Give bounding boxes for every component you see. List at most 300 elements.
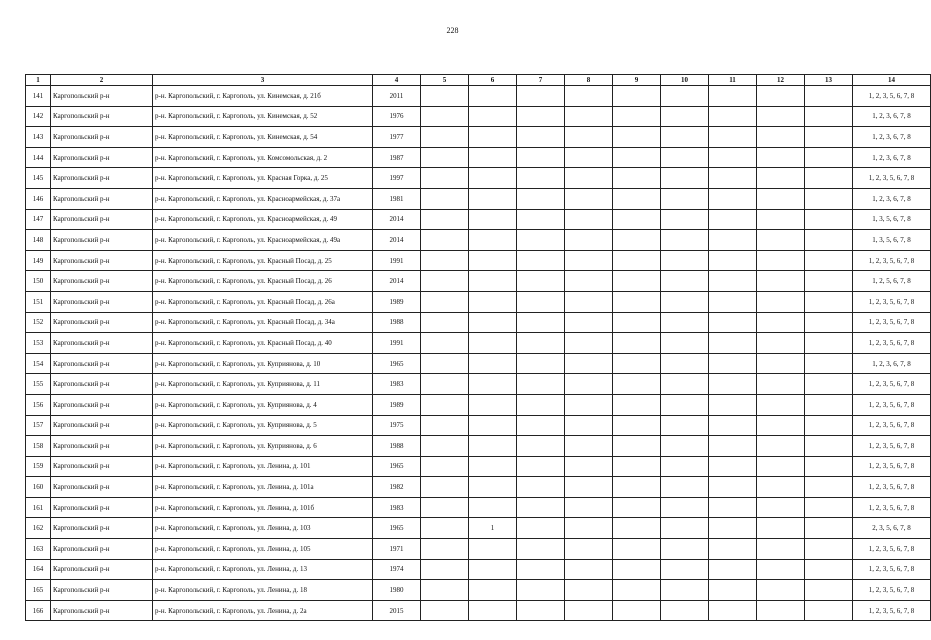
empty-cell <box>805 559 853 580</box>
year-cell: 2014 <box>373 271 421 292</box>
empty-cell <box>757 436 805 457</box>
empty-cell <box>757 580 805 601</box>
row-number-cell: 148 <box>26 230 51 251</box>
empty-cell <box>613 312 661 333</box>
empty-cell <box>613 518 661 539</box>
empty-cell <box>757 188 805 209</box>
empty-cell <box>661 477 709 498</box>
year-cell: 1982 <box>373 477 421 498</box>
empty-cell <box>421 188 469 209</box>
col6-cell <box>469 86 517 107</box>
year-cell: 1989 <box>373 291 421 312</box>
address-cell: р-н. Каргопольский, г. Каргополь, ул. Куприянова, д. 5 <box>153 415 373 436</box>
district-cell: Каргопольский р-н <box>51 559 153 580</box>
empty-cell <box>613 436 661 457</box>
district-cell: Каргопольский р-н <box>51 188 153 209</box>
empty-cell <box>661 518 709 539</box>
empty-cell <box>517 497 565 518</box>
district-cell: Каргопольский р-н <box>51 333 153 354</box>
year-cell: 1971 <box>373 539 421 560</box>
district-cell: Каргопольский р-н <box>51 374 153 395</box>
year-cell: 1988 <box>373 312 421 333</box>
table-row <box>26 147 931 168</box>
empty-cell <box>805 415 853 436</box>
empty-cell <box>709 456 757 477</box>
empty-cell <box>757 394 805 415</box>
codes-cell: 1, 2, 3, 5, 6, 7, 8 <box>853 580 931 601</box>
col6-cell <box>469 312 517 333</box>
year-cell: 1981 <box>373 188 421 209</box>
empty-cell <box>565 374 613 395</box>
district-cell: Каргопольский р-н <box>51 209 153 230</box>
address-cell: р-н. Каргопольский, г. Каргополь, ул. Красный Посад, д. 26 <box>153 271 373 292</box>
year-cell: 1976 <box>373 106 421 127</box>
empty-cell <box>805 518 853 539</box>
empty-cell <box>805 580 853 601</box>
address-cell: р-н. Каргопольский, г. Каргополь, ул. Красноармейская, д. 49а <box>153 230 373 251</box>
empty-cell <box>757 127 805 148</box>
address-cell: р-н. Каргопольский, г. Каргополь, ул. Куприянова, д. 10 <box>153 353 373 374</box>
empty-cell <box>565 291 613 312</box>
table-row <box>26 127 931 148</box>
table-row <box>26 291 931 312</box>
table-row <box>26 250 931 271</box>
address-cell: р-н. Каргопольский, г. Каргополь, ул. Красный Посад, д. 40 <box>153 333 373 354</box>
empty-cell <box>517 230 565 251</box>
address-cell: р-н. Каргопольский, г. Каргополь, ул. Красный Посад, д. 25 <box>153 250 373 271</box>
empty-cell <box>517 374 565 395</box>
page-number: 228 <box>446 26 459 35</box>
row-number-cell: 146 <box>26 188 51 209</box>
empty-cell <box>565 518 613 539</box>
empty-cell <box>421 394 469 415</box>
col6-cell <box>469 374 517 395</box>
district-cell: Каргопольский р-н <box>51 518 153 539</box>
empty-cell <box>805 168 853 189</box>
empty-cell <box>565 271 613 292</box>
empty-cell <box>661 374 709 395</box>
empty-cell <box>709 127 757 148</box>
year-cell: 1989 <box>373 394 421 415</box>
empty-cell <box>757 456 805 477</box>
codes-cell: 1, 2, 3, 5, 6, 7, 8 <box>853 539 931 560</box>
address-cell: р-н. Каргопольский, г. Каргополь, ул. Ленина, д. 101 <box>153 456 373 477</box>
empty-cell <box>613 539 661 560</box>
empty-cell <box>421 436 469 457</box>
address-cell: р-н. Каргопольский, г. Каргополь, ул. Кинемская, д. 52 <box>153 106 373 127</box>
empty-cell <box>421 600 469 621</box>
district-cell: Каргопольский р-н <box>51 250 153 271</box>
table-row <box>26 539 931 560</box>
empty-cell <box>805 127 853 148</box>
empty-cell <box>421 539 469 560</box>
address-cell: р-н. Каргопольский, г. Каргополь, ул. Красный Посад, д. 34а <box>153 312 373 333</box>
empty-cell <box>517 539 565 560</box>
row-number-cell: 157 <box>26 415 51 436</box>
empty-cell <box>421 127 469 148</box>
codes-cell: 1, 2, 3, 5, 6, 7, 8 <box>853 477 931 498</box>
empty-cell <box>661 312 709 333</box>
empty-cell <box>805 353 853 374</box>
address-cell: р-н. Каргопольский, г. Каргополь, ул. Ленина, д. 13 <box>153 559 373 580</box>
empty-cell <box>805 106 853 127</box>
table-row <box>26 106 931 127</box>
empty-cell <box>757 333 805 354</box>
empty-cell <box>565 230 613 251</box>
col6-cell <box>469 580 517 601</box>
empty-cell <box>517 188 565 209</box>
empty-cell <box>517 127 565 148</box>
empty-cell <box>709 312 757 333</box>
empty-cell <box>661 580 709 601</box>
codes-cell: 1, 2, 3, 5, 6, 7, 8 <box>853 291 931 312</box>
row-number-cell: 144 <box>26 147 51 168</box>
year-cell: 1965 <box>373 353 421 374</box>
empty-cell <box>565 312 613 333</box>
empty-cell <box>613 374 661 395</box>
empty-cell <box>421 147 469 168</box>
address-cell: р-н. Каргопольский, г. Каргополь, ул. Ленина, д. 103 <box>153 518 373 539</box>
empty-cell <box>805 209 853 230</box>
empty-cell <box>517 456 565 477</box>
empty-cell <box>565 250 613 271</box>
district-cell: Каргопольский р-н <box>51 456 153 477</box>
empty-cell <box>709 230 757 251</box>
codes-cell: 1, 2, 3, 5, 6, 7, 8 <box>853 250 931 271</box>
column-header: 8 <box>565 75 613 86</box>
empty-cell <box>421 230 469 251</box>
empty-cell <box>613 559 661 580</box>
year-cell: 1991 <box>373 250 421 271</box>
codes-cell: 1, 2, 3, 6, 7, 8 <box>853 147 931 168</box>
codes-cell: 1, 3, 5, 6, 7, 8 <box>853 230 931 251</box>
empty-cell <box>757 518 805 539</box>
col6-cell <box>469 415 517 436</box>
table-row <box>26 209 931 230</box>
year-cell: 1965 <box>373 456 421 477</box>
empty-cell <box>421 415 469 436</box>
codes-cell: 1, 2, 3, 5, 6, 7, 8 <box>853 497 931 518</box>
empty-cell <box>661 230 709 251</box>
address-cell: р-н. Каргопольский, г. Каргополь, ул. Ленина, д. 101а <box>153 477 373 498</box>
empty-cell <box>757 230 805 251</box>
empty-cell <box>709 333 757 354</box>
empty-cell <box>565 559 613 580</box>
column-header: 4 <box>373 75 421 86</box>
district-cell: Каргопольский р-н <box>51 86 153 107</box>
codes-cell: 1, 2, 3, 5, 6, 7, 8 <box>853 86 931 107</box>
col6-cell <box>469 168 517 189</box>
col6-cell <box>469 436 517 457</box>
empty-cell <box>661 333 709 354</box>
empty-cell <box>805 394 853 415</box>
empty-cell <box>757 106 805 127</box>
col6-cell <box>469 353 517 374</box>
empty-cell <box>421 497 469 518</box>
empty-cell <box>565 415 613 436</box>
address-cell: р-н. Каргопольский, г. Каргополь, ул. Красноармейская, д. 37а <box>153 188 373 209</box>
empty-cell <box>421 86 469 107</box>
empty-cell <box>613 209 661 230</box>
address-cell: р-н. Каргопольский, г. Каргополь, ул. Кинемская, д. 54 <box>153 127 373 148</box>
empty-cell <box>805 477 853 498</box>
district-cell: Каргопольский р-н <box>51 436 153 457</box>
empty-cell <box>661 127 709 148</box>
empty-cell <box>709 86 757 107</box>
empty-cell <box>709 188 757 209</box>
codes-cell: 1, 3, 5, 6, 7, 8 <box>853 209 931 230</box>
empty-cell <box>565 394 613 415</box>
codes-cell: 1, 2, 3, 5, 6, 7, 8 <box>853 394 931 415</box>
empty-cell <box>661 147 709 168</box>
empty-cell <box>565 436 613 457</box>
empty-cell <box>805 230 853 251</box>
district-cell: Каргопольский р-н <box>51 127 153 148</box>
row-number-cell: 164 <box>26 559 51 580</box>
empty-cell <box>613 394 661 415</box>
row-number-cell: 147 <box>26 209 51 230</box>
empty-cell <box>757 539 805 560</box>
empty-cell <box>421 168 469 189</box>
col6-cell <box>469 456 517 477</box>
year-cell: 1980 <box>373 580 421 601</box>
empty-cell <box>517 147 565 168</box>
empty-cell <box>757 86 805 107</box>
empty-cell <box>661 394 709 415</box>
column-header: 7 <box>517 75 565 86</box>
year-cell: 2015 <box>373 600 421 621</box>
row-number-cell: 163 <box>26 539 51 560</box>
col6-cell <box>469 106 517 127</box>
empty-cell <box>565 188 613 209</box>
column-header: 11 <box>709 75 757 86</box>
table-row <box>26 497 931 518</box>
codes-cell: 1, 2, 3, 5, 6, 7, 8 <box>853 559 931 580</box>
year-cell: 1965 <box>373 518 421 539</box>
table-row <box>26 188 931 209</box>
row-number-cell: 145 <box>26 168 51 189</box>
col6-cell <box>469 291 517 312</box>
empty-cell <box>709 250 757 271</box>
empty-cell <box>613 250 661 271</box>
table-body <box>26 86 931 621</box>
district-cell: Каргопольский р-н <box>51 168 153 189</box>
empty-cell <box>757 209 805 230</box>
empty-cell <box>517 559 565 580</box>
empty-cell <box>709 477 757 498</box>
empty-cell <box>757 312 805 333</box>
empty-cell <box>565 477 613 498</box>
district-cell: Каргопольский р-н <box>51 477 153 498</box>
empty-cell <box>517 600 565 621</box>
empty-cell <box>565 147 613 168</box>
empty-cell <box>613 497 661 518</box>
codes-cell: 1, 2, 3, 5, 6, 7, 8 <box>853 415 931 436</box>
empty-cell <box>805 600 853 621</box>
table-row <box>26 312 931 333</box>
empty-cell <box>661 250 709 271</box>
row-number-cell: 152 <box>26 312 51 333</box>
address-cell: р-н. Каргопольский, г. Каргополь, ул. Красноармейская, д. 49 <box>153 209 373 230</box>
empty-cell <box>421 477 469 498</box>
row-number-cell: 149 <box>26 250 51 271</box>
empty-cell <box>421 312 469 333</box>
col6-cell <box>469 559 517 580</box>
empty-cell <box>565 580 613 601</box>
col6-cell <box>469 209 517 230</box>
empty-cell <box>565 456 613 477</box>
empty-cell <box>757 477 805 498</box>
empty-cell <box>661 353 709 374</box>
row-number-cell: 154 <box>26 353 51 374</box>
row-number-cell: 159 <box>26 456 51 477</box>
row-number-cell: 161 <box>26 497 51 518</box>
codes-cell: 1, 2, 3, 5, 6, 7, 8 <box>853 168 931 189</box>
empty-cell <box>661 436 709 457</box>
empty-cell <box>757 497 805 518</box>
year-cell: 1987 <box>373 147 421 168</box>
column-header: 3 <box>153 75 373 86</box>
empty-cell <box>613 600 661 621</box>
empty-cell <box>517 209 565 230</box>
row-number-cell: 150 <box>26 271 51 292</box>
housing-table <box>25 74 931 621</box>
empty-cell <box>661 456 709 477</box>
empty-cell <box>805 497 853 518</box>
district-cell: Каргопольский р-н <box>51 230 153 251</box>
codes-cell: 1, 2, 3, 5, 6, 7, 8 <box>853 333 931 354</box>
empty-cell <box>517 415 565 436</box>
empty-cell <box>709 168 757 189</box>
empty-cell <box>565 497 613 518</box>
row-number-cell: 153 <box>26 333 51 354</box>
empty-cell <box>757 415 805 436</box>
empty-cell <box>421 333 469 354</box>
column-header: 14 <box>853 75 931 86</box>
col6-cell <box>469 127 517 148</box>
address-cell: р-н. Каргопольский, г. Каргополь, ул. Комсомольская, д. 2 <box>153 147 373 168</box>
row-number-cell: 155 <box>26 374 51 395</box>
empty-cell <box>757 271 805 292</box>
address-cell: р-н. Каргопольский, г. Каргополь, ул. Ленина, д. 105 <box>153 539 373 560</box>
district-cell: Каргопольский р-н <box>51 497 153 518</box>
empty-cell <box>613 580 661 601</box>
table-row <box>26 86 931 107</box>
row-number-cell: 151 <box>26 291 51 312</box>
empty-cell <box>613 127 661 148</box>
year-cell: 2011 <box>373 86 421 107</box>
empty-cell <box>661 559 709 580</box>
col6-cell <box>469 188 517 209</box>
empty-cell <box>517 250 565 271</box>
empty-cell <box>661 271 709 292</box>
empty-cell <box>757 147 805 168</box>
district-cell: Каргопольский р-н <box>51 580 153 601</box>
column-header: 1 <box>26 75 51 86</box>
table-row <box>26 333 931 354</box>
empty-cell <box>709 497 757 518</box>
address-cell: р-н. Каргопольский, г. Каргополь, ул. Красный Посад, д. 26а <box>153 291 373 312</box>
table-row <box>26 600 931 621</box>
empty-cell <box>613 333 661 354</box>
empty-cell <box>613 271 661 292</box>
empty-cell <box>421 106 469 127</box>
empty-cell <box>661 209 709 230</box>
codes-cell: 1, 2, 3, 5, 6, 7, 8 <box>853 600 931 621</box>
empty-cell <box>613 415 661 436</box>
empty-cell <box>805 271 853 292</box>
empty-cell <box>805 86 853 107</box>
empty-cell <box>757 250 805 271</box>
empty-cell <box>421 580 469 601</box>
empty-cell <box>421 456 469 477</box>
table-row <box>26 518 931 539</box>
empty-cell <box>757 559 805 580</box>
empty-cell <box>517 312 565 333</box>
empty-cell <box>565 209 613 230</box>
empty-cell <box>517 580 565 601</box>
year-cell: 1983 <box>373 497 421 518</box>
empty-cell <box>709 106 757 127</box>
empty-cell <box>565 539 613 560</box>
column-header: 13 <box>805 75 853 86</box>
empty-cell <box>421 271 469 292</box>
district-cell: Каргопольский р-н <box>51 291 153 312</box>
table-row <box>26 456 931 477</box>
year-cell: 1983 <box>373 374 421 395</box>
codes-cell: 1, 2, 3, 5, 6, 7, 8 <box>853 456 931 477</box>
empty-cell <box>805 436 853 457</box>
col6-cell <box>469 333 517 354</box>
empty-cell <box>709 539 757 560</box>
empty-cell <box>805 188 853 209</box>
empty-cell <box>805 374 853 395</box>
year-cell: 2014 <box>373 209 421 230</box>
empty-cell <box>517 353 565 374</box>
empty-cell <box>661 106 709 127</box>
row-number-cell: 143 <box>26 127 51 148</box>
empty-cell <box>613 230 661 251</box>
empty-cell <box>709 291 757 312</box>
row-number-cell: 142 <box>26 106 51 127</box>
empty-cell <box>613 168 661 189</box>
empty-cell <box>613 353 661 374</box>
column-header: 10 <box>661 75 709 86</box>
column-header: 9 <box>613 75 661 86</box>
empty-cell <box>421 353 469 374</box>
empty-cell <box>565 168 613 189</box>
empty-cell <box>565 333 613 354</box>
address-cell: р-н. Каргопольский, г. Каргополь, ул. Ленина, д. 101б <box>153 497 373 518</box>
empty-cell <box>565 106 613 127</box>
empty-cell <box>757 600 805 621</box>
empty-cell <box>709 559 757 580</box>
empty-cell <box>517 518 565 539</box>
address-cell: р-н. Каргопольский, г. Каргополь, ул. Красная Горка, д. 25 <box>153 168 373 189</box>
col6-cell <box>469 600 517 621</box>
codes-cell: 1, 2, 3, 6, 7, 8 <box>853 188 931 209</box>
table-row <box>26 374 931 395</box>
col6-cell <box>469 250 517 271</box>
empty-cell <box>613 188 661 209</box>
empty-cell <box>805 456 853 477</box>
empty-cell <box>565 86 613 107</box>
district-cell: Каргопольский р-н <box>51 312 153 333</box>
row-number-cell: 156 <box>26 394 51 415</box>
address-cell: р-н. Каргопольский, г. Каргополь, ул. Ленина, д. 18 <box>153 580 373 601</box>
table-row <box>26 415 931 436</box>
empty-cell <box>613 291 661 312</box>
